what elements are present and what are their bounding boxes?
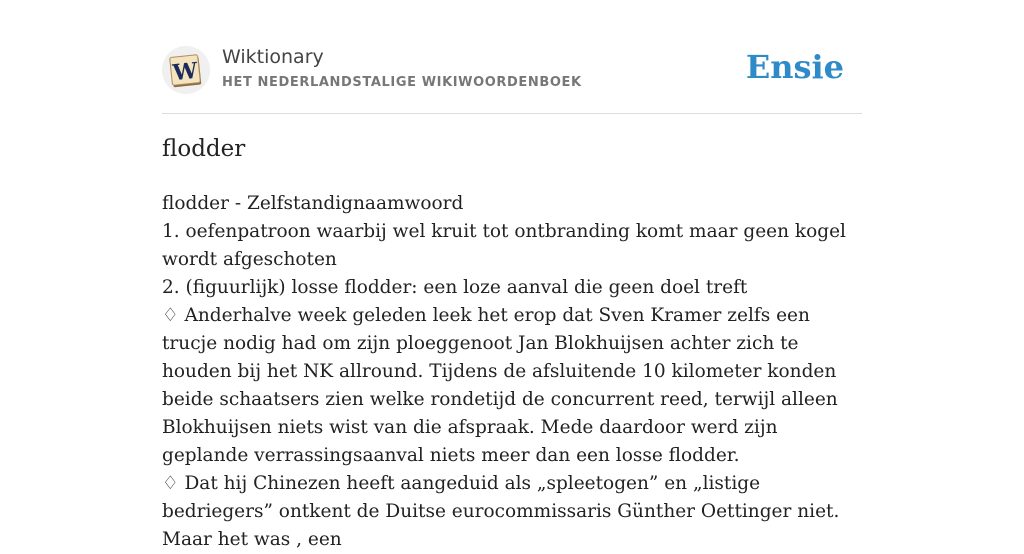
- wiktionary-logo-icon[interactable]: [162, 46, 210, 94]
- site-subtitle: HET NEDERLANDSTALIGE WIKIWOORDENBOEK: [222, 75, 582, 90]
- logo-letter: W: [171, 57, 199, 87]
- definition-content: [162, 190, 862, 554]
- example-2: ♢ Dat hij Chinezen heeft aangeduid als „spleetogen” en „listige bedriegers” ontkent de Duitse eurocommissaris Günther Oettinger niet. Maar het was , een: [162, 473, 840, 550]
- word-class-line: flodder - Zelfstandignaamwoord: [162, 193, 464, 214]
- wiktionary-tile-icon: [162, 46, 210, 94]
- definition-1: 1. oefenpatroon waarbij wel kruit tot ontbranding komt maar geen kogel wordt afgeschoten: [162, 221, 846, 270]
- example-1: ♢ Anderhalve week geleden leek het erop dat Sven Kramer zelfs een trucje nodig had om zijn ploeggenoot Jan Blokhuijsen achter zich te houden bij het NK allround. Tijdens de afsluitende 10 kilometer konden beide schaatsers zien welke rondetijd de concurrent reed, terwijl alleen Blokhuijsen niets wist van die afspraak. Mede daardoor werd zijn geplande verrassingsaanval niets meer dan een losse flodder.: [162, 305, 838, 466]
- site-name[interactable]: Wiktionary: [222, 46, 324, 68]
- page-container: [162, 0, 862, 550]
- page-title: flodder: [162, 136, 246, 162]
- site-header: [162, 0, 862, 114]
- ensie-brand-link[interactable]: Ensie: [745, 48, 844, 86]
- definition-2: 2. (figuurlijk) losse flodder: een loze aanval die geen doel treft: [162, 277, 748, 298]
